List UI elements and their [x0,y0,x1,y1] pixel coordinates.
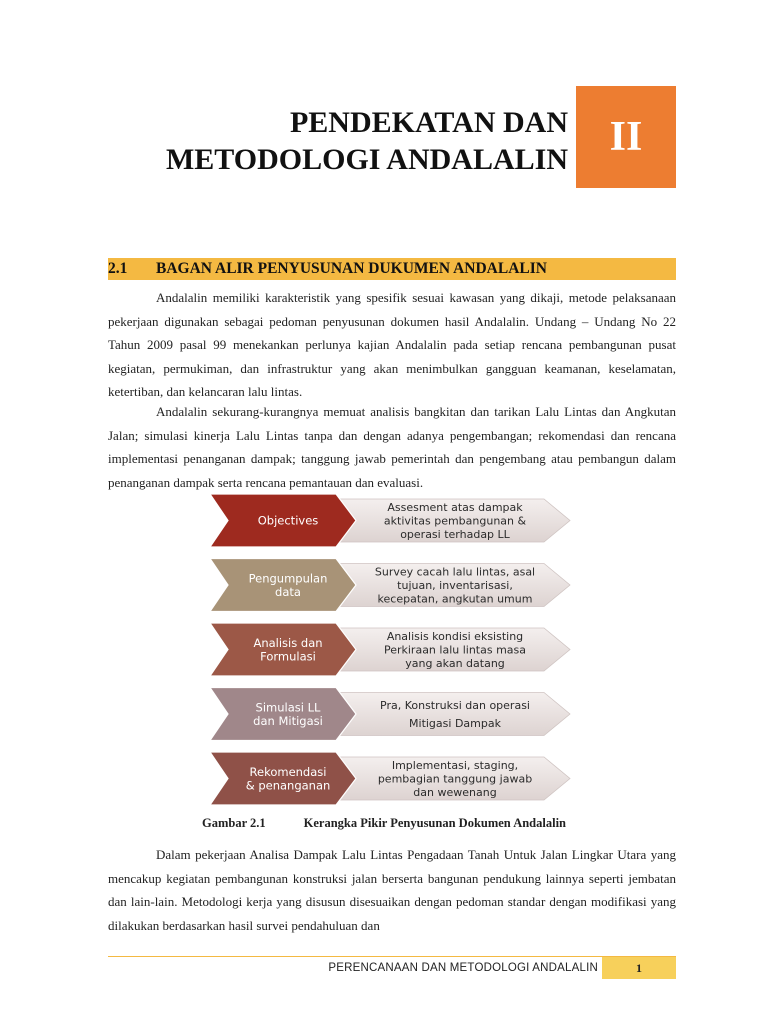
figure-caption [0,816,768,831]
detail-label: dan wewenang [413,786,497,799]
footer-title: PERENCANAAN DAN METODOLOGI ANDALALIN [328,962,598,974]
detail-label: Analisis kondisi eksisting [386,630,524,643]
detail-label: yang akan datang [405,657,505,670]
stage-label: Objectives [257,513,319,528]
section-number: 2.1 [108,260,128,277]
section-title: BAGAN ALIR PENYUSUNAN DUKUMEN ANDALALIN [156,260,547,277]
stage-label: dan Mitigasi [253,713,323,728]
chapter-title-line2: METODOLOGI ANDALALIN [165,143,568,176]
paragraph-text: Dalam pekerjaan Analisa Dampak Lalu Lintas Pengadaan Tanah Untuk Jalan Lingkar Utara yang mencakup kegiatan pembangunan konstruksi jalan berserta bangunan pendukung lainnya seperti jembatan dan lain-lain. Metodologi kerja yang disusun disesuaikan dengan pedoman standar dengan modifikasi yang dilakukan berdasarkan hasil survei pendahuluan dan [108,847,676,933]
caption-label: Gambar 2.1 [201,816,266,830]
detail-label: Perkiraan lalu lintas masa [383,643,527,657]
page-number: 1 [636,960,642,975]
stage-label: data [275,584,301,599]
flow-row [210,752,570,805]
flow-row [210,623,570,676]
paragraph-3 [108,843,676,937]
stage-label: Simulasi LL [255,700,321,715]
stage-label: Formulasi [260,649,316,664]
detail-label: Survey cacah lalu lintas, asal [374,565,536,579]
detail-label: Pra, Konstruksi dan operasi [380,699,530,712]
chapter-number: II [609,114,643,160]
flow-row [210,559,570,612]
footer-divider [108,956,676,957]
stage-label: Analisis dan [253,635,323,650]
detail-label: pembagian tanggung jawab [377,772,533,786]
detail-label: operasi terhadap LL [400,528,510,541]
stage-label: & penanganan [245,778,331,793]
detail-label: Assesment atas dampak [387,501,523,514]
stage-label: Pengumpulan [248,571,328,586]
detail-label: kecepatan, angkutan umum [377,592,533,606]
paragraph-text: Andalalin memiliki karakteristik yang spesifik sesuai kawasan yang dikaji, metode pelaksanaan pekerjaan digunakan sebagai pedoman penyusunan dokumen hasil Andalalin. Undang – Undang No 22 Tahun 2009 pasal 99 menekankan perlunya kajian Andalalin pada setiap rencana pembangunan pusat kegiatan, permukiman, dan infrastruktur yang akan menimbulkan gangguan keamanan, keselamatan, ketertiban, dan kelancaran lalu lintas. [108,290,676,399]
flow-row [210,494,570,547]
flow-row [210,688,570,741]
page-number-box [602,957,676,979]
caption-text: Kerangka Pikir Penyusunan Dokumen Andalalin [303,816,566,830]
detail-label: Mitigasi Dampak [409,717,501,730]
stage-label: Rekomendasi [249,764,327,779]
detail-label: Implementasi, staging, [391,759,519,772]
paragraph-text: Andalalin sekurang-kurangnya memuat analisis bangkitan dan tarikan Lalu Lintas dan Angkutan Jalan; simulasi kinerja Lalu Lintas tanpa dan dengan adanya pengembangan; rekomendasi dan rencana implementasi penanganan dampak; tanggung jawab pemerintah dan pengembang atau pembangun dalam penanganan dampak serta rencana pemantauan dan evaluasi. [108,404,676,490]
detail-label: tujuan, inventarisasi, [397,579,513,592]
chapter-title-line1: PENDEKATAN DAN [289,106,568,139]
detail-label: aktivitas pembangunan & [383,514,527,528]
